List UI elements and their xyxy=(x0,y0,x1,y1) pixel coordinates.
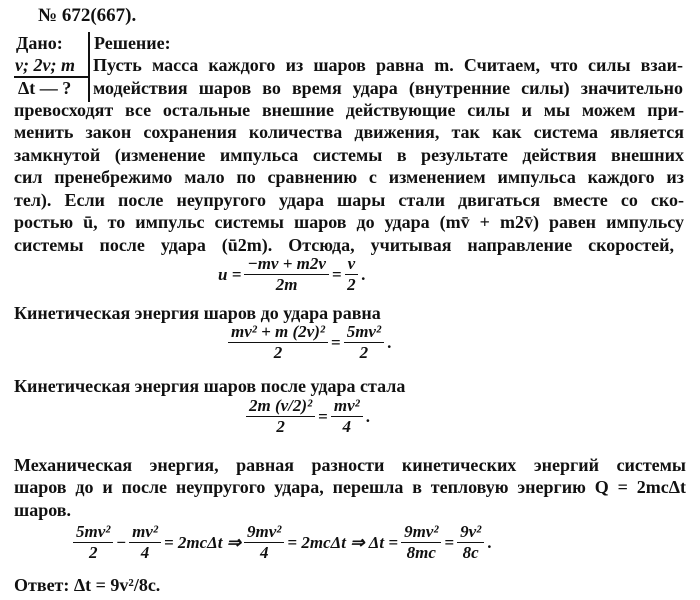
denominator: 2 xyxy=(273,343,283,362)
text-line: превосходят все остальные внешние действующие силы и мы можем при- xyxy=(14,100,684,120)
denominator: 2 xyxy=(88,543,98,562)
text-line: Кинетическая энергия шаров до удара равна xyxy=(14,303,381,323)
text-line: менить закон сохранения количества движения, так как система является xyxy=(14,122,684,142)
formula-ke-before xyxy=(225,322,391,363)
formula-velocity xyxy=(218,254,365,295)
text-line: сил пренебрежимо мало по сравнению с изменением импульса каждого из xyxy=(14,167,684,187)
numerator: 9mv² xyxy=(244,522,284,543)
text-line: системы после удара (ū2m). Отсюда, учитывая направление скоростей, xyxy=(14,235,674,255)
numerator: mv² xyxy=(331,396,363,417)
formula-text: u = xyxy=(218,264,242,284)
answer: Ответ: Δt = 9v²/8c. xyxy=(14,575,161,595)
solution-label: Решение: xyxy=(94,33,171,53)
formula-text: . xyxy=(365,406,370,426)
formula-text: = xyxy=(444,532,455,552)
text-line: тел). Если после неупругого удара шары стали двигаться вместе со ско- xyxy=(14,190,684,210)
text-line: шаров. xyxy=(14,500,71,520)
formula-text: − xyxy=(116,532,127,552)
given-label: Дано: xyxy=(16,33,63,53)
find-value: Δt — ? xyxy=(18,78,72,98)
text-line: Кинетическая энергия шаров после удара стала xyxy=(14,376,406,396)
formula-text: = xyxy=(331,264,342,284)
denominator: 2 xyxy=(276,417,285,436)
numerator: 2m (v/2)² xyxy=(246,396,315,417)
formula-text: = xyxy=(331,332,341,352)
formula-text: = 2mcΔt ⇒ xyxy=(163,532,242,552)
numerator: mv² + m (2v)² xyxy=(228,322,328,343)
text-line: Пусть масса каждого из шаров равна m. Считаем, что силы взаи- xyxy=(93,55,683,75)
text-line: замкнутой (изменение импульса системы в результате действия внешних xyxy=(14,145,684,165)
denominator: 2 xyxy=(347,275,356,294)
text-line: модействия шаров во время удара (внутренние силы) значительно xyxy=(93,78,683,98)
formula-ke-after xyxy=(243,396,370,437)
formula-text: . xyxy=(487,532,492,552)
formula-text: . xyxy=(361,264,366,284)
given-divider-vertical xyxy=(88,32,90,102)
formula-heat xyxy=(70,522,492,563)
numerator: −mv + m2v xyxy=(244,254,329,275)
text-line: ростью ū, то импульс системы шаров до удара (mv̄ + m2v̄) равен импульсу xyxy=(14,212,684,232)
denominator: 4 xyxy=(140,543,150,562)
denominator: 4 xyxy=(342,417,352,436)
problem-number: № 672(667). xyxy=(38,5,137,26)
numerator: 9mv² xyxy=(401,522,441,543)
denominator: 8c xyxy=(462,543,479,562)
text-line: Механическая энергия, равная разности кинетических энергий системы xyxy=(14,455,686,475)
given-values: v; 2v; m xyxy=(15,55,75,75)
denominator: 2m xyxy=(275,275,298,294)
given-divider-horizontal xyxy=(14,76,88,78)
numerator: 5mv² xyxy=(73,522,113,543)
denominator: 4 xyxy=(259,543,269,562)
formula-text: . xyxy=(387,332,392,352)
denominator: 8mc xyxy=(406,543,436,562)
text-line: шаров до и после неупругого удара, перешла в тепловую энергию Q = 2mcΔt xyxy=(14,477,686,497)
formula-text: = xyxy=(318,406,328,426)
formula-text: = 2mcΔt ⇒ Δt = xyxy=(287,532,399,552)
numerator: 9v² xyxy=(457,522,484,543)
numerator: mv² xyxy=(129,522,161,543)
numerator: v xyxy=(345,254,359,275)
denominator: 2 xyxy=(359,343,369,362)
numerator: 5mv² xyxy=(344,322,384,343)
